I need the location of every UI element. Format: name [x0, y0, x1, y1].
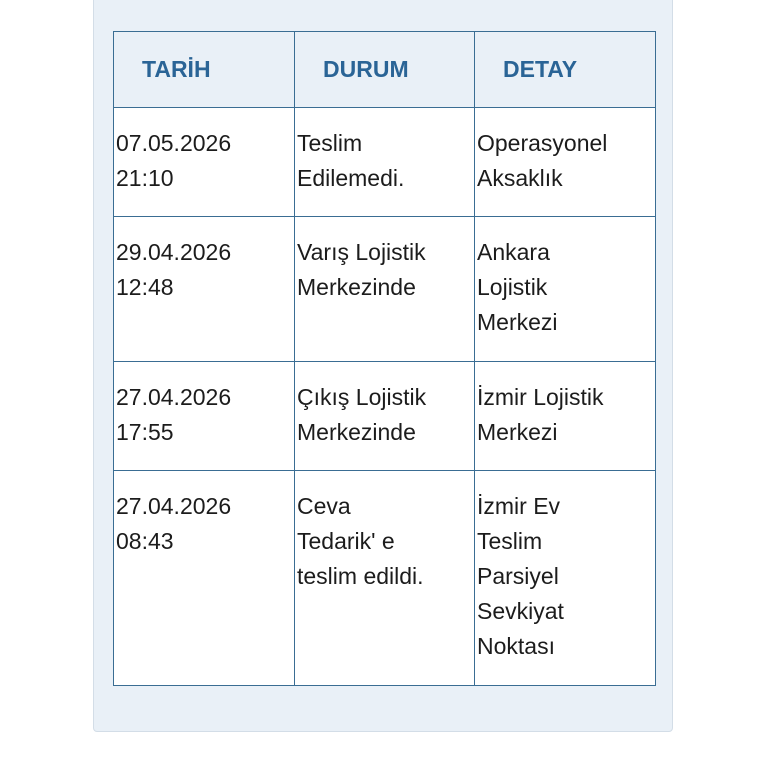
cell-detay: Ankara Lojistik Merkezi	[475, 217, 656, 362]
cell-durum: Teslim Edilemedi.	[295, 108, 475, 217]
table-row	[114, 217, 656, 362]
header-durum: DURUM	[295, 32, 475, 108]
header-tarih: TARİH	[114, 32, 295, 108]
shipment-history-table	[113, 31, 656, 686]
cell-durum: Varış Lojistik Merkezinde	[295, 217, 475, 362]
cell-detay: Operasyonel Aksaklık	[475, 108, 656, 217]
cell-durum: Çıkış Lojistik Merkezinde	[295, 362, 475, 471]
table-row	[114, 108, 656, 217]
cell-detay: İzmir Lojistik Merkezi	[475, 362, 656, 471]
table-row	[114, 362, 656, 471]
cell-tarih: 27.04.2026 08:43	[114, 471, 295, 686]
header-detay: DETAY	[475, 32, 656, 108]
cell-tarih: 27.04.2026 17:55	[114, 362, 295, 471]
cell-tarih: 07.05.2026 21:10	[114, 108, 295, 217]
table-row	[114, 471, 656, 686]
cell-tarih: 29.04.2026 12:48	[114, 217, 295, 362]
cell-detay: İzmir Ev Teslim Parsiyel Sevkiyat Noktası	[475, 471, 656, 686]
cell-durum: Ceva Tedarik' e teslim edildi.	[295, 471, 475, 686]
table-header-row	[114, 32, 656, 108]
